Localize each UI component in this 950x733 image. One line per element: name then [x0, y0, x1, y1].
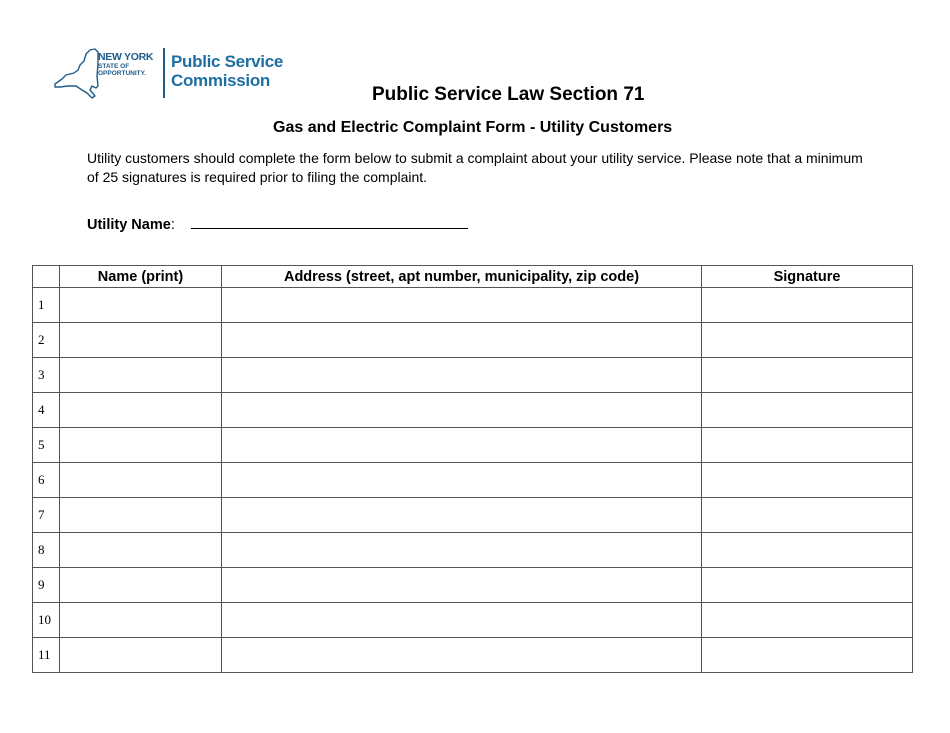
agency-wordmark — [171, 52, 283, 90]
address-cell[interactable] — [222, 638, 702, 673]
signature-cell[interactable] — [702, 358, 913, 393]
name-cell[interactable] — [60, 358, 222, 393]
table-row — [33, 603, 913, 638]
state-tagline-2: OPPORTUNITY. — [98, 70, 147, 77]
row-number: 2 — [33, 323, 60, 358]
state-wordmark — [98, 52, 168, 78]
page-title: Public Service Law Section 71 — [372, 84, 645, 105]
row-number: 8 — [33, 533, 60, 568]
name-cell[interactable] — [60, 463, 222, 498]
signature-cell[interactable] — [702, 638, 913, 673]
utility-name-colon: : — [170, 217, 175, 233]
agency-name-line1: Public Service — [171, 52, 284, 71]
state-tagline-1: STATE OF — [98, 62, 130, 70]
name-cell[interactable] — [60, 323, 222, 358]
name-cell[interactable] — [60, 603, 222, 638]
row-number: 1 — [33, 288, 60, 323]
signature-table — [32, 265, 913, 673]
table-header-row — [33, 266, 913, 288]
row-number: 9 — [33, 568, 60, 603]
signature-cell[interactable] — [702, 533, 913, 568]
name-cell[interactable] — [60, 393, 222, 428]
address-cell[interactable] — [222, 358, 702, 393]
row-number: 5 — [33, 428, 60, 463]
nys-psc-logo — [52, 46, 302, 102]
table-row — [33, 323, 913, 358]
address-cell[interactable] — [222, 463, 702, 498]
address-cell[interactable] — [222, 568, 702, 603]
signature-cell[interactable] — [702, 288, 913, 323]
row-number: 4 — [33, 393, 60, 428]
address-cell[interactable] — [222, 323, 702, 358]
utility-name-row — [87, 214, 468, 233]
address-cell[interactable] — [222, 498, 702, 533]
address-cell[interactable] — [222, 428, 702, 463]
logo-divider — [163, 48, 165, 98]
row-number: 6 — [33, 463, 60, 498]
name-cell[interactable] — [60, 498, 222, 533]
table-row — [33, 288, 913, 323]
address-cell[interactable] — [222, 603, 702, 638]
name-cell[interactable] — [60, 638, 222, 673]
header-name: Name (print) — [60, 266, 222, 288]
signature-cell[interactable] — [702, 393, 913, 428]
row-number: 3 — [33, 358, 60, 393]
name-cell[interactable] — [60, 428, 222, 463]
form-subtitle: Gas and Electric Complaint Form - Utility Customers — [273, 119, 673, 136]
table-row — [33, 358, 913, 393]
name-cell[interactable] — [60, 288, 222, 323]
signature-cell[interactable] — [702, 568, 913, 603]
table-row — [33, 463, 913, 498]
signature-cell[interactable] — [702, 463, 913, 498]
table-row — [33, 533, 913, 568]
address-cell[interactable] — [222, 393, 702, 428]
row-number: 7 — [33, 498, 60, 533]
agency-name-line2: Commission — [171, 71, 271, 90]
row-number: 10 — [33, 603, 60, 638]
header-signature: Signature — [702, 266, 913, 288]
signature-rows — [33, 288, 913, 673]
table-row — [33, 428, 913, 463]
header-row-number — [33, 266, 60, 288]
signature-cell[interactable] — [702, 603, 913, 638]
intro-paragraph: Utility customers should complete the form below to submit a complaint about your utility service. Please note that a minimum of 25 signatures is required prior to filing the complaint. — [87, 150, 863, 185]
table-row — [33, 568, 913, 603]
header-address: Address (street, apt number, municipality, zip code) — [222, 266, 702, 288]
signature-cell[interactable] — [702, 498, 913, 533]
utility-name-label: Utility Name — [87, 217, 171, 233]
address-cell[interactable] — [222, 533, 702, 568]
name-cell[interactable] — [60, 568, 222, 603]
signature-cell[interactable] — [702, 428, 913, 463]
table-row — [33, 393, 913, 428]
utility-name-field[interactable] — [191, 214, 468, 229]
address-cell[interactable] — [222, 288, 702, 323]
signature-cell[interactable] — [702, 323, 913, 358]
table-row — [33, 498, 913, 533]
state-name: NEW YORK — [98, 51, 154, 63]
name-cell[interactable] — [60, 533, 222, 568]
table-row — [33, 638, 913, 673]
row-number: 11 — [33, 638, 60, 673]
new-york-state-map-icon — [52, 46, 100, 102]
